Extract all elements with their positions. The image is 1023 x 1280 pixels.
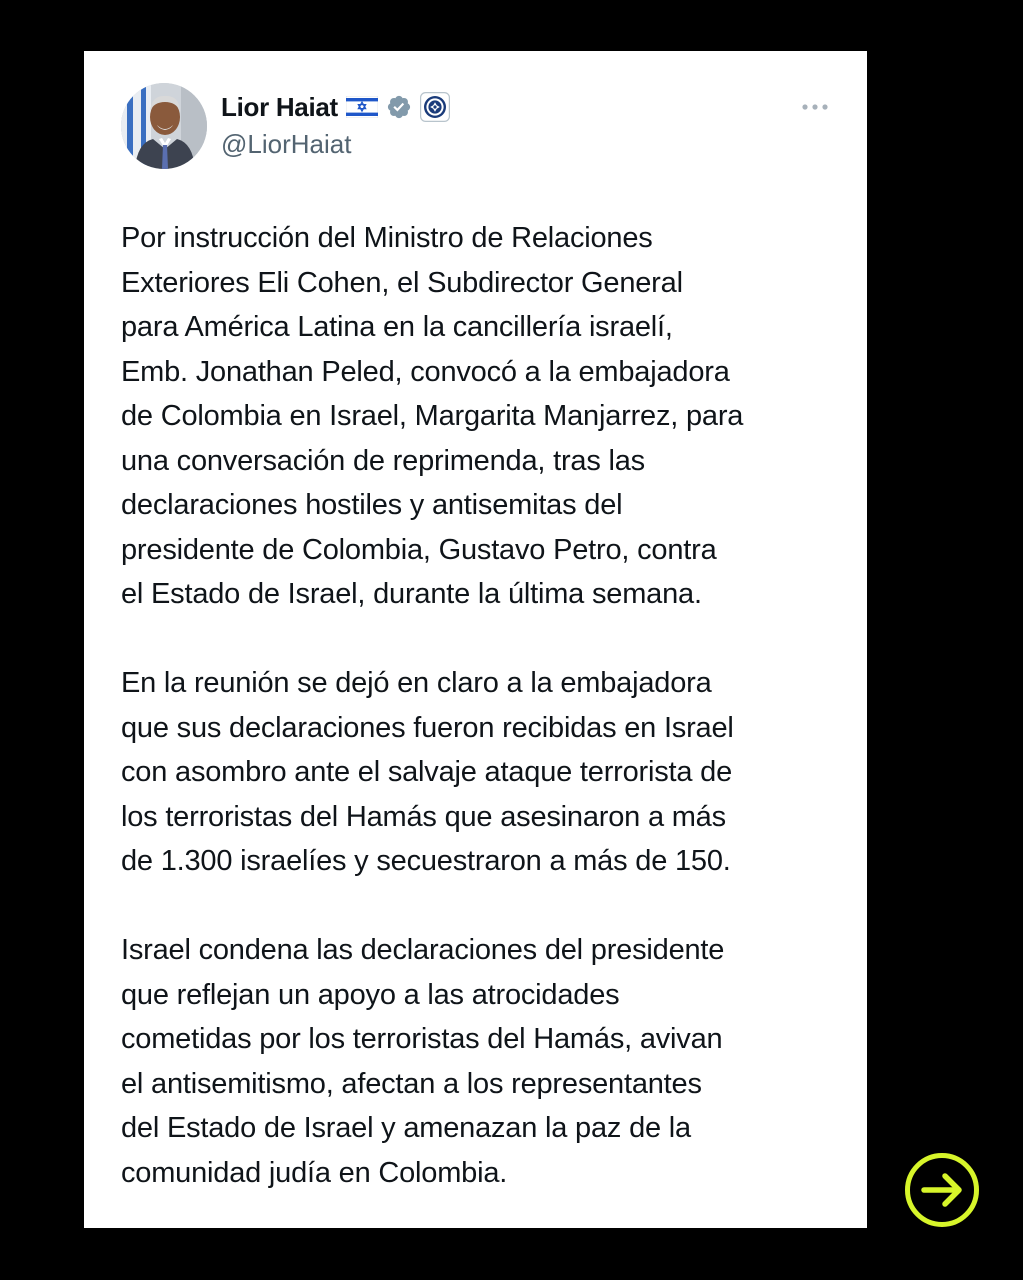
author-handle[interactable]: @LiorHaiat [221,129,352,159]
tweet-card [84,51,867,1228]
more-dots-icon [801,103,829,111]
more-options-button[interactable] [797,95,833,119]
avatar[interactable] [121,83,207,169]
avatar-image [121,83,207,169]
author-name-row [221,89,450,125]
author-display-name[interactable]: Lior Haiat [221,91,338,122]
arrow-right-circle-icon [904,1152,980,1228]
next-slide-button[interactable] [904,1152,980,1228]
tweet-paragraph-3: Israel condena las declaraciones del presidente que reflejan un apoyo a las atrocidades cometidas por los terroristas del Hamás, avivan el antisemitismo, afectan a los representantes del Estado de Israel y amenazan la paz de la comunidad judía en Colombia. [121,934,725,1189]
government-affiliate-icon[interactable] [420,92,450,122]
tweet-paragraph-1: Por instrucción del Ministro de Relaciones Exteriores Eli Cohen, el Subdirector General para América Latina en la cancillería israelí, Emb. Jonathan Peled, convocó a la embajadora de Colombia en Israel, Margarita Manjarrez, para una conversación de reprimenda, tras las declaraciones hostiles y antisemitas del presidente de Colombia, Gustavo Petro, contra el Estado de Israel, durante la última semana. [121,222,744,610]
tweet-text [121,216,839,1195]
tweet-paragraph-2: En la reunión se dejó en claro a la embajadora que sus declaraciones fueron recibidas en Israel con asombro ante el salvaje ataque terrorista de los terroristas del Hamás que asesinaron a más de 1.300 israelíes y secuestraron a más de 150. [121,667,734,877]
verified-badge-icon[interactable] [386,94,412,120]
israel-flag-icon [346,96,378,118]
